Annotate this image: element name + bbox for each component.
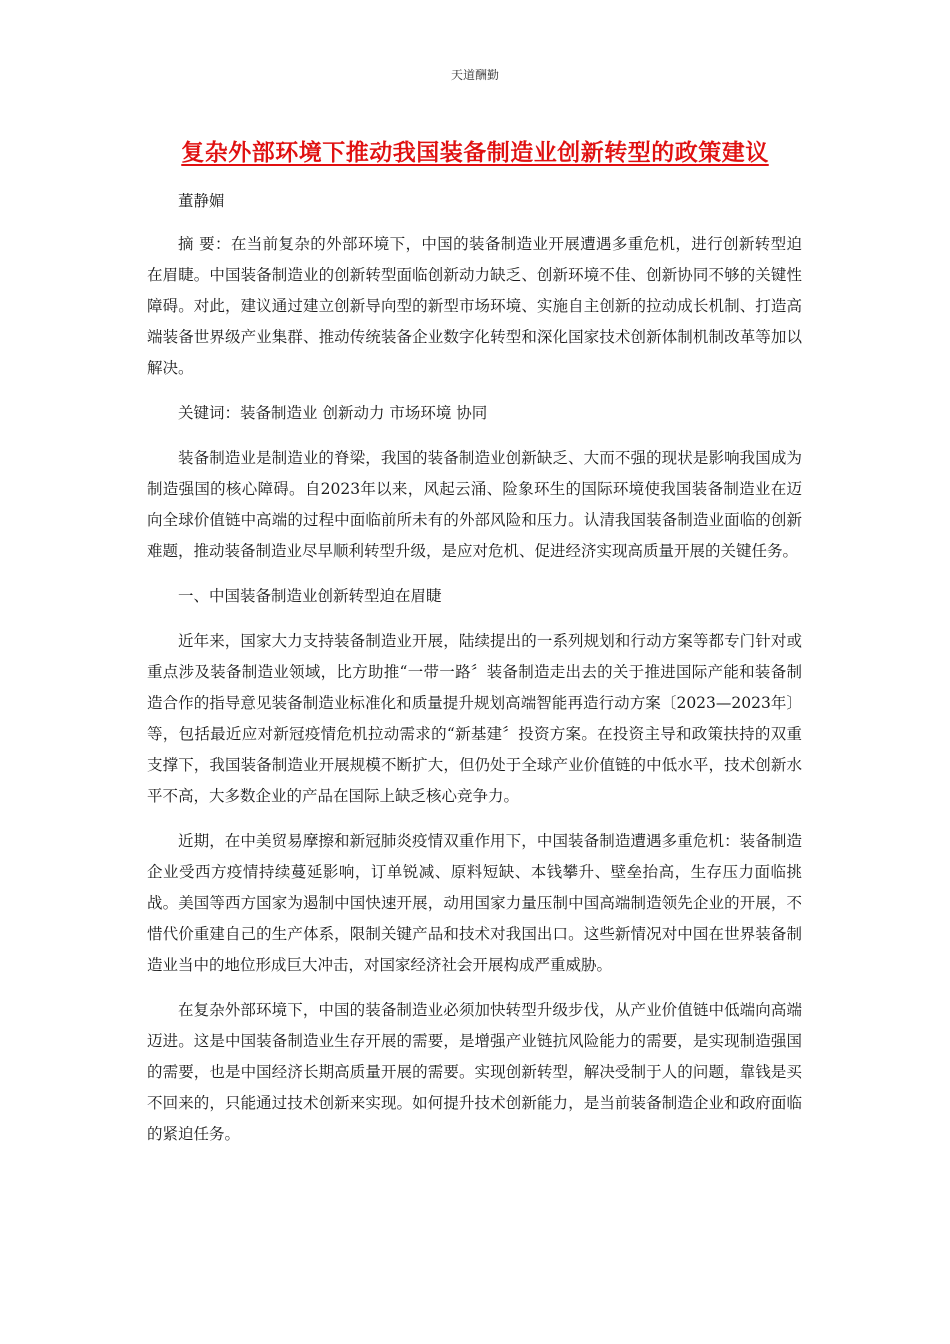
keywords-label: 关键词： xyxy=(178,404,241,422)
abstract-paragraph xyxy=(147,229,802,384)
page-header: 天道酬勤 xyxy=(450,68,499,82)
body-paragraph-2: 近期，在中美贸易摩擦和新冠肺炎疫情双重作用下，中国装备制造遭遇多重危机：装备制造企业受西方疫情持续蔓延影响，订单锐减、原料短缺、本钱攀升、壁垒抬高，生存压力面临挑战。美国等西方国家为遏制中国快速开展，动用国家力量压制中国高端制造领先企业的开展，不惜代价重建自己的生产体系，限制关键产品和技术对我国出口。这些新情况对中国在世界装备制造业当中的地位形成巨大冲击，对国家经济社会开展构成严重威胁。 xyxy=(147,832,802,974)
abstract-label: 摘 要： xyxy=(178,235,231,253)
abstract-text: 在当前复杂的外部环境下，中国的装备制造业开展遭遇多重危机，进行创新转型迫在眉睫。中国装备制造业的创新转型面临创新动力缺乏、创新环境不佳、创新协同不够的关键性障碍。对此，建议通过建立创新导向型的新型市场环境、实施自主创新的拉动成长机制、打造高端装备世界级产业集群、推动传统装备企业数字化转型和深化国家技术创新体制机制改革等加以解决。 xyxy=(147,235,802,377)
intro-paragraph: 装备制造业是制造业的脊梁，我国的装备制造业创新缺乏、大而不强的现状是影响我国成为制造强国的核心障碍。自2023年以来，风起云涌、险象环生的国际环境使我国装备制造业在迈向全球价值链中高端的过程中面临前所未有的外部风险和压力。认清我国装备制造业面临的创新难题，推动装备制造业尽早顺利转型升级，是应对危机、促进经济实现高质量开展的关键任务。 xyxy=(147,449,802,560)
section-heading: 一、中国装备制造业创新转型迫在眉睫 xyxy=(178,587,442,605)
keywords-paragraph xyxy=(147,398,802,429)
body-paragraph-3: 在复杂外部环境下，中国的装备制造业必须加快转型升级步伐，从产业价值链中低端向高端迈进。这是中国装备制造业生存开展的需要，是增强产业链抗风险能力的需要，是实现制造强国的需要，也是中国经济长期高质量开展的需要。实现创新转型，解决受制于人的问题，靠钱是买不回来的，只能通过技术创新来实现。如何提升技术创新能力，是当前装备制造企业和政府面临的紧迫任务。 xyxy=(147,1001,802,1143)
body-paragraph-1: 近年来，国家大力支持装备制造业开展，陆续提出的一系列规划和行动方案等都专门针对或重点涉及装备制造业领域，比方助推“一带一路〞装备制造走出去的关于推进国际产能和装备制造合作的指导意见装备制造业标准化和质量提升规划高端智能再造行动方案〔2023—2023年〕等，包括最近应对新冠疫情危机拉动需求的“新基建〞投资方案。在投资主导和政策扶持的双重支撑下，我国装备制造业开展规模不断扩大，但仍处于全球产业价值链的中低水平，技术创新水平不高，大多数企业的产品在国际上缺乏核心竞争力。 xyxy=(147,632,802,805)
document-body xyxy=(147,186,802,1164)
keywords-text: 装备制造业 创新动力 市场环境 协同 xyxy=(240,404,488,422)
document-title: 复杂外部环境下推动我国装备制造业创新转型的政策建议 xyxy=(181,140,769,166)
author-name: 董静媚 xyxy=(178,192,225,210)
